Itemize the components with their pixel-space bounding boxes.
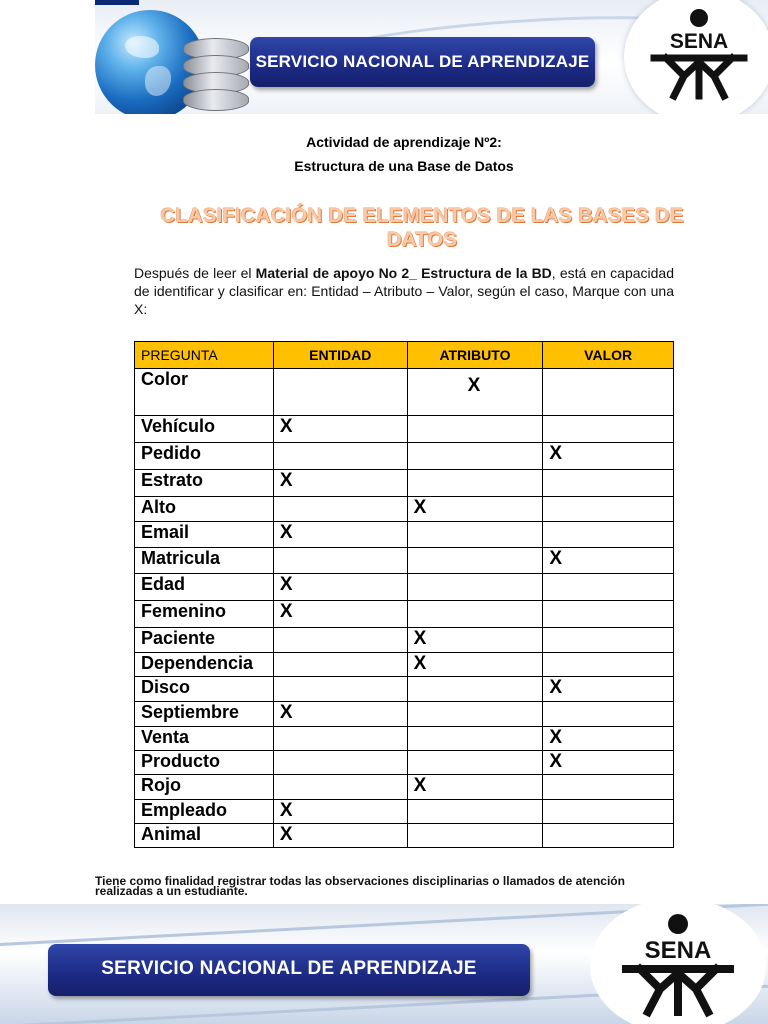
header-accent-line <box>95 0 139 5</box>
entidad-cell <box>273 369 407 416</box>
row-label: Producto <box>135 751 274 775</box>
footer-banner-title <box>48 944 530 996</box>
entidad-cell: X <box>273 824 407 848</box>
table-row <box>135 443 674 470</box>
footer-note-line-1: Tiene como finalidad registrar todas las observaciones disciplinarias o llamados de atención <box>95 874 625 888</box>
table-row <box>135 601 674 628</box>
row-label: Septiembre <box>135 702 274 727</box>
footer-banner <box>0 904 768 1024</box>
activity-title: Actividad de aprendizaje Nº2: <box>306 134 502 150</box>
intro-text-2: , está en capacidad de identificar y clasificar en: Entidad – Atributo – Valor, según el caso, Marque con una X: <box>134 265 674 317</box>
valor-cell <box>543 497 674 522</box>
valor-cell: X <box>543 751 674 775</box>
row-label: Dependencia <box>135 653 274 677</box>
entidad-cell <box>273 548 407 574</box>
entidad-cell <box>273 751 407 775</box>
row-label: Pedido <box>135 443 274 470</box>
table-row <box>135 628 674 653</box>
row-label: Rojo <box>135 775 274 800</box>
atributo-cell <box>407 824 543 848</box>
entidad-cell <box>273 677 407 702</box>
table-row <box>135 824 674 848</box>
table-row <box>135 369 674 416</box>
entidad-cell: X <box>273 522 407 548</box>
atributo-cell <box>407 702 543 727</box>
atributo-cell <box>407 416 543 443</box>
row-label: Venta <box>135 727 274 751</box>
header-banner-title <box>250 37 595 87</box>
valor-cell: X <box>543 677 674 702</box>
section-heading: CLASIFICACIÓN DE ELEMENTOS DE LAS BASES DE DATOS <box>160 204 684 251</box>
table-row <box>135 522 674 548</box>
atributo-cell: X <box>407 628 543 653</box>
intro-text-bold: Material de apoyo No 2_ Estructura de la BD <box>255 265 552 281</box>
table-row <box>135 416 674 443</box>
row-label: Vehículo <box>135 416 274 443</box>
table-row <box>135 800 674 824</box>
valor-cell: X <box>543 548 674 574</box>
valor-cell <box>543 574 674 601</box>
footer-banner-text: SERVICIO NACIONAL DE APRENDIZAJE <box>101 958 477 979</box>
column-header-pregunta: PREGUNTA <box>135 342 274 369</box>
classification-table <box>134 341 674 848</box>
table-row <box>135 548 674 574</box>
valor-cell: X <box>543 443 674 470</box>
table-row <box>135 653 674 677</box>
atributo-cell <box>407 601 543 628</box>
activity-subtitle: Estructura de una Base de Datos <box>294 158 514 174</box>
atributo-cell: X <box>407 653 543 677</box>
row-label: Animal <box>135 824 274 848</box>
sena-logo <box>624 0 768 114</box>
table-row <box>135 574 674 601</box>
entidad-cell: X <box>273 601 407 628</box>
entidad-cell <box>273 443 407 470</box>
atributo-cell <box>407 443 543 470</box>
entidad-cell <box>273 775 407 800</box>
entidad-cell: X <box>273 470 407 497</box>
table-row <box>135 677 674 702</box>
atributo-cell <box>407 548 543 574</box>
atributo-cell: X <box>407 369 543 416</box>
entidad-cell: X <box>273 416 407 443</box>
row-label: Femenino <box>135 601 274 628</box>
atributo-cell <box>407 522 543 548</box>
column-header-atributo: ATRIBUTO <box>407 342 543 369</box>
table-row <box>135 702 674 727</box>
valor-cell <box>543 601 674 628</box>
entidad-cell: X <box>273 574 407 601</box>
database-icon <box>183 38 249 112</box>
column-header-entidad: ENTIDAD <box>273 342 407 369</box>
footer-sena-logo-text: SENA <box>644 937 712 964</box>
footer-note <box>95 876 675 896</box>
valor-cell <box>543 416 674 443</box>
header-banner <box>95 0 768 114</box>
table-row <box>135 775 674 800</box>
valor-cell <box>543 628 674 653</box>
row-label: Matricula <box>135 548 274 574</box>
table-row <box>135 727 674 751</box>
footer-sena-logo-icon <box>618 912 738 1018</box>
row-label: Email <box>135 522 274 548</box>
entidad-cell <box>273 653 407 677</box>
valor-cell <box>543 824 674 848</box>
valor-cell <box>543 800 674 824</box>
entidad-cell <box>273 628 407 653</box>
table-row <box>135 751 674 775</box>
atributo-cell <box>407 800 543 824</box>
valor-cell <box>543 369 674 416</box>
atributo-cell <box>407 677 543 702</box>
atributo-cell <box>407 727 543 751</box>
atributo-cell: X <box>407 497 543 522</box>
table-row <box>135 470 674 497</box>
atributo-cell <box>407 470 543 497</box>
footer-note-line-2: realizadas a un estudiante. <box>95 884 248 898</box>
intro-text-1: Después de leer el <box>134 265 256 281</box>
row-label: Edad <box>135 574 274 601</box>
row-label: Estrato <box>135 470 274 497</box>
row-label: Disco <box>135 677 274 702</box>
row-label: Alto <box>135 497 274 522</box>
table-row <box>135 497 674 522</box>
valor-cell <box>543 653 674 677</box>
atributo-cell: X <box>407 775 543 800</box>
sena-logo-icon <box>646 8 752 108</box>
sena-logo-text: SENA <box>669 30 729 53</box>
entidad-cell <box>273 497 407 522</box>
header-banner-text: SERVICIO NACIONAL DE APRENDIZAJE <box>255 52 590 71</box>
table-header-row <box>135 342 674 369</box>
row-label: Empleado <box>135 800 274 824</box>
table-body <box>135 369 674 848</box>
entidad-cell <box>273 727 407 751</box>
valor-cell <box>543 470 674 497</box>
entidad-cell: X <box>273 800 407 824</box>
footer-sena-logo <box>590 904 766 1024</box>
valor-cell <box>543 775 674 800</box>
atributo-cell <box>407 751 543 775</box>
row-label: Paciente <box>135 628 274 653</box>
column-header-valor: VALOR <box>543 342 674 369</box>
entidad-cell: X <box>273 702 407 727</box>
valor-cell <box>543 522 674 548</box>
atributo-cell <box>407 574 543 601</box>
intro-paragraph <box>134 264 674 318</box>
valor-cell <box>543 702 674 727</box>
valor-cell: X <box>543 727 674 751</box>
row-label: Color <box>135 369 274 416</box>
